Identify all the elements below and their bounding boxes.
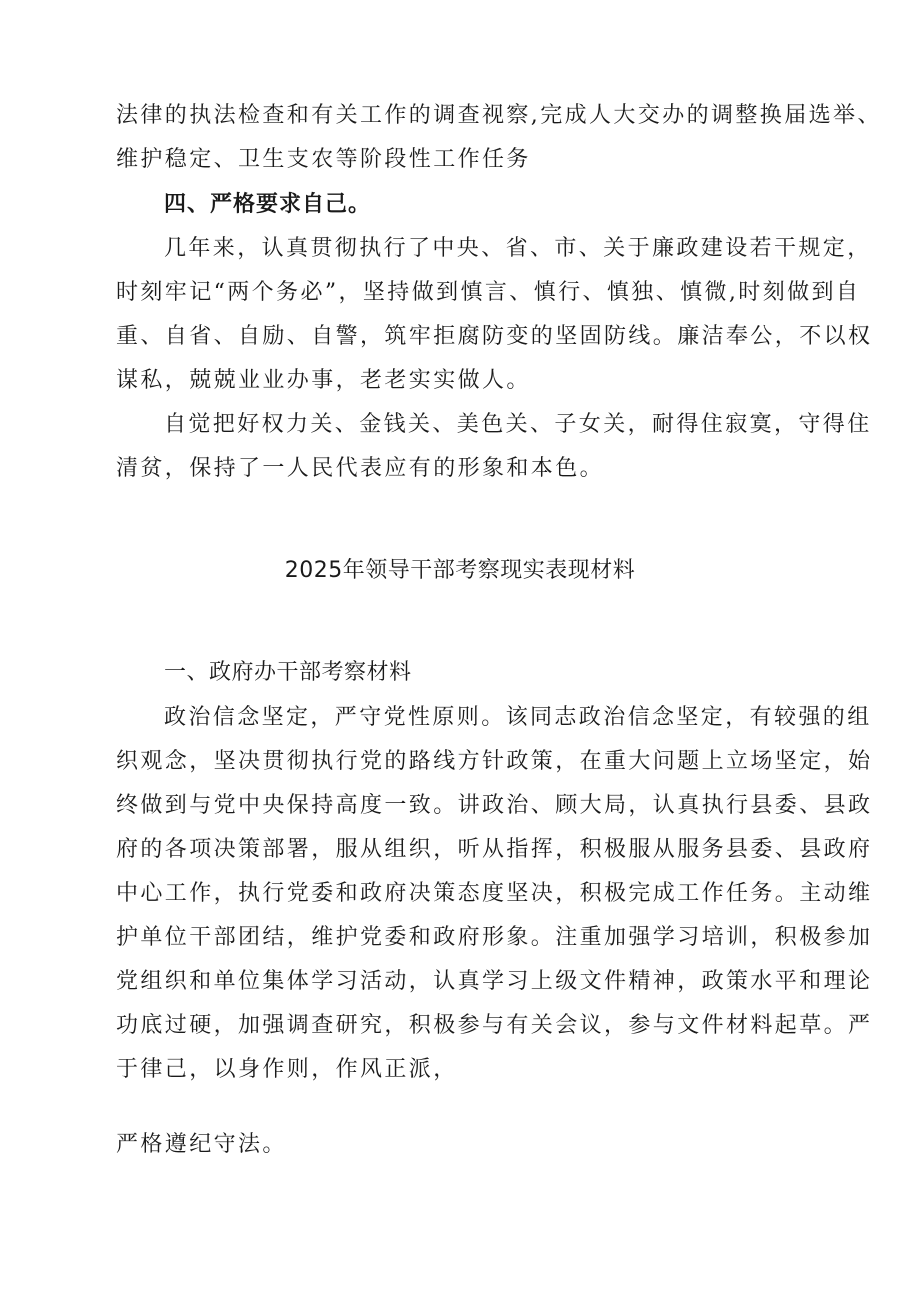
paragraph-line: 护单位干部团结，维护党委和政府形象。注重加强学习培训，积极参加 — [116, 925, 873, 950]
paragraph-line: 中心工作，执行党委和政府决策态度坚决，积极完成工作任务。主动维 — [116, 881, 873, 906]
paragraph-line: 法律的执法检查和有关工作的调查视察,完成人大交办的调整换届选举、 — [116, 103, 882, 128]
paragraph-line: 织观念，坚决贯彻执行党的路线方针政策，在重大问题上立场坚定，始 — [116, 749, 873, 774]
paragraph-line: 党组织和单位集体学习活动，认真学习上级文件精神，政策水平和理论 — [116, 969, 873, 994]
paragraph-line: 严格遵纪守法。 — [116, 1132, 287, 1157]
part-heading: 一、政府办干部考察材料 — [164, 660, 412, 685]
document-title: 2025年领导干部考察现实表现材料 — [284, 558, 636, 583]
paragraph-line: 几年来，认真贯彻执行了中央、省、市、关于廉政建设若干规定， — [164, 236, 872, 261]
paragraph-line: 功底过硬，加强调查研究，积极参与有关会议，参与文件材料起草。严 — [116, 1013, 873, 1038]
paragraph-line: 府的各项决策部署，服从组织，听从指挥，积极服从服务县委、县政府 — [116, 837, 873, 862]
paragraph-line: 终做到与党中央保持高度一致。讲政治、顾大局，认真执行县委、县政 — [116, 793, 873, 818]
paragraph-line: 重、自省、自励、自警，筑牢拒腐防变的坚固防线。廉洁奉公，不以权 — [116, 324, 873, 349]
paragraph-line: 自觉把好权力关、金钱关、美色关、子女关，耐得住寂寞，守得住 — [164, 412, 872, 437]
paragraph-line: 维护稳定、卫生支农等阶段性工作任务 — [116, 147, 531, 172]
paragraph-line: 谋私，兢兢业业办事，老老实实做人。 — [116, 368, 531, 393]
paragraph-line: 于律己，以身作则，作风正派， — [116, 1057, 458, 1082]
paragraph-line: 清贫，保持了一人民代表应有的形象和本色。 — [116, 456, 605, 481]
section-heading: 四、严格要求自己。 — [164, 192, 372, 217]
paragraph-line: 政治信念坚定，严守党性原则。该同志政治信念坚定，有较强的组 — [164, 705, 872, 730]
paragraph-line: 时刻牢记“两个务必”，坚持做到慎言、慎行、慎独、慎微,时刻做到自 — [116, 280, 861, 305]
